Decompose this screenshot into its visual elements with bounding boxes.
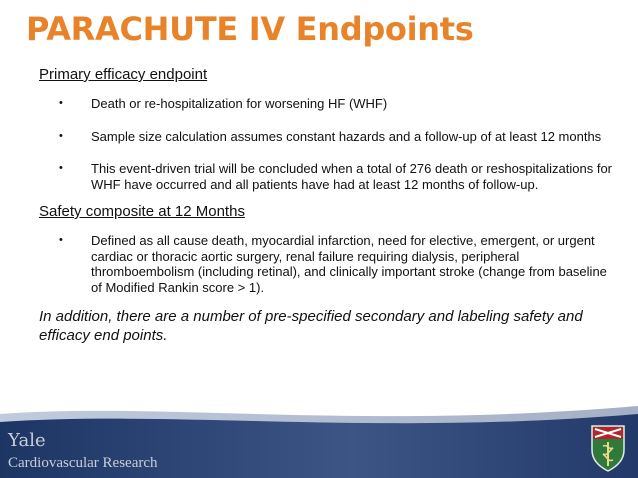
slide-body (39, 66, 614, 360)
bullet-text: Defined as all cause death, myocardial infarction, need for elective, emergent, or urgent cardiac or thoracic aortic surgery, renal failure requiring dialysis, peripheral thromboembolism (including retinal), and clinically important stroke (change from baseline of Modified Rankin score > 1). (91, 233, 607, 295)
bullet-text: This event-driven trial will be concluded when a total of 276 death or reshospitalizations for WHF have occurred and all patients have had at least 12 months of follow-up. (91, 161, 613, 192)
bullet-icon: • (59, 234, 63, 246)
bullet-icon: • (59, 162, 63, 174)
yale-logo-text: Yale (8, 430, 46, 451)
primary-efficacy-list (39, 96, 614, 192)
section-heading-safety-composite: Safety composite at 12 Months (39, 203, 245, 220)
list-item (39, 161, 614, 192)
safety-composite-list (39, 233, 614, 295)
bullet-text: Death or re-hospitalization for worsening HF (WHF) (91, 96, 388, 111)
cardiovascular-research-text: Cardiovascular Research (8, 455, 158, 471)
closing-statement: In addition, there are a number of pre-specified secondary and labeling safety and efficacy end points. (39, 308, 583, 344)
list-item (39, 96, 614, 112)
bullet-text: Sample size calculation assumes constant hazards and a follow-up of at least 12 months (91, 128, 602, 144)
list-item (39, 129, 614, 145)
section-heading-primary-efficacy: Primary efficacy endpoint (39, 66, 208, 83)
list-item (39, 233, 614, 295)
slide-title: PARACHUTE IV Endpoints (26, 10, 474, 48)
bullet-icon: • (59, 129, 63, 142)
bullet-icon: • (59, 97, 63, 109)
yale-medicine-shield-icon (590, 424, 626, 472)
